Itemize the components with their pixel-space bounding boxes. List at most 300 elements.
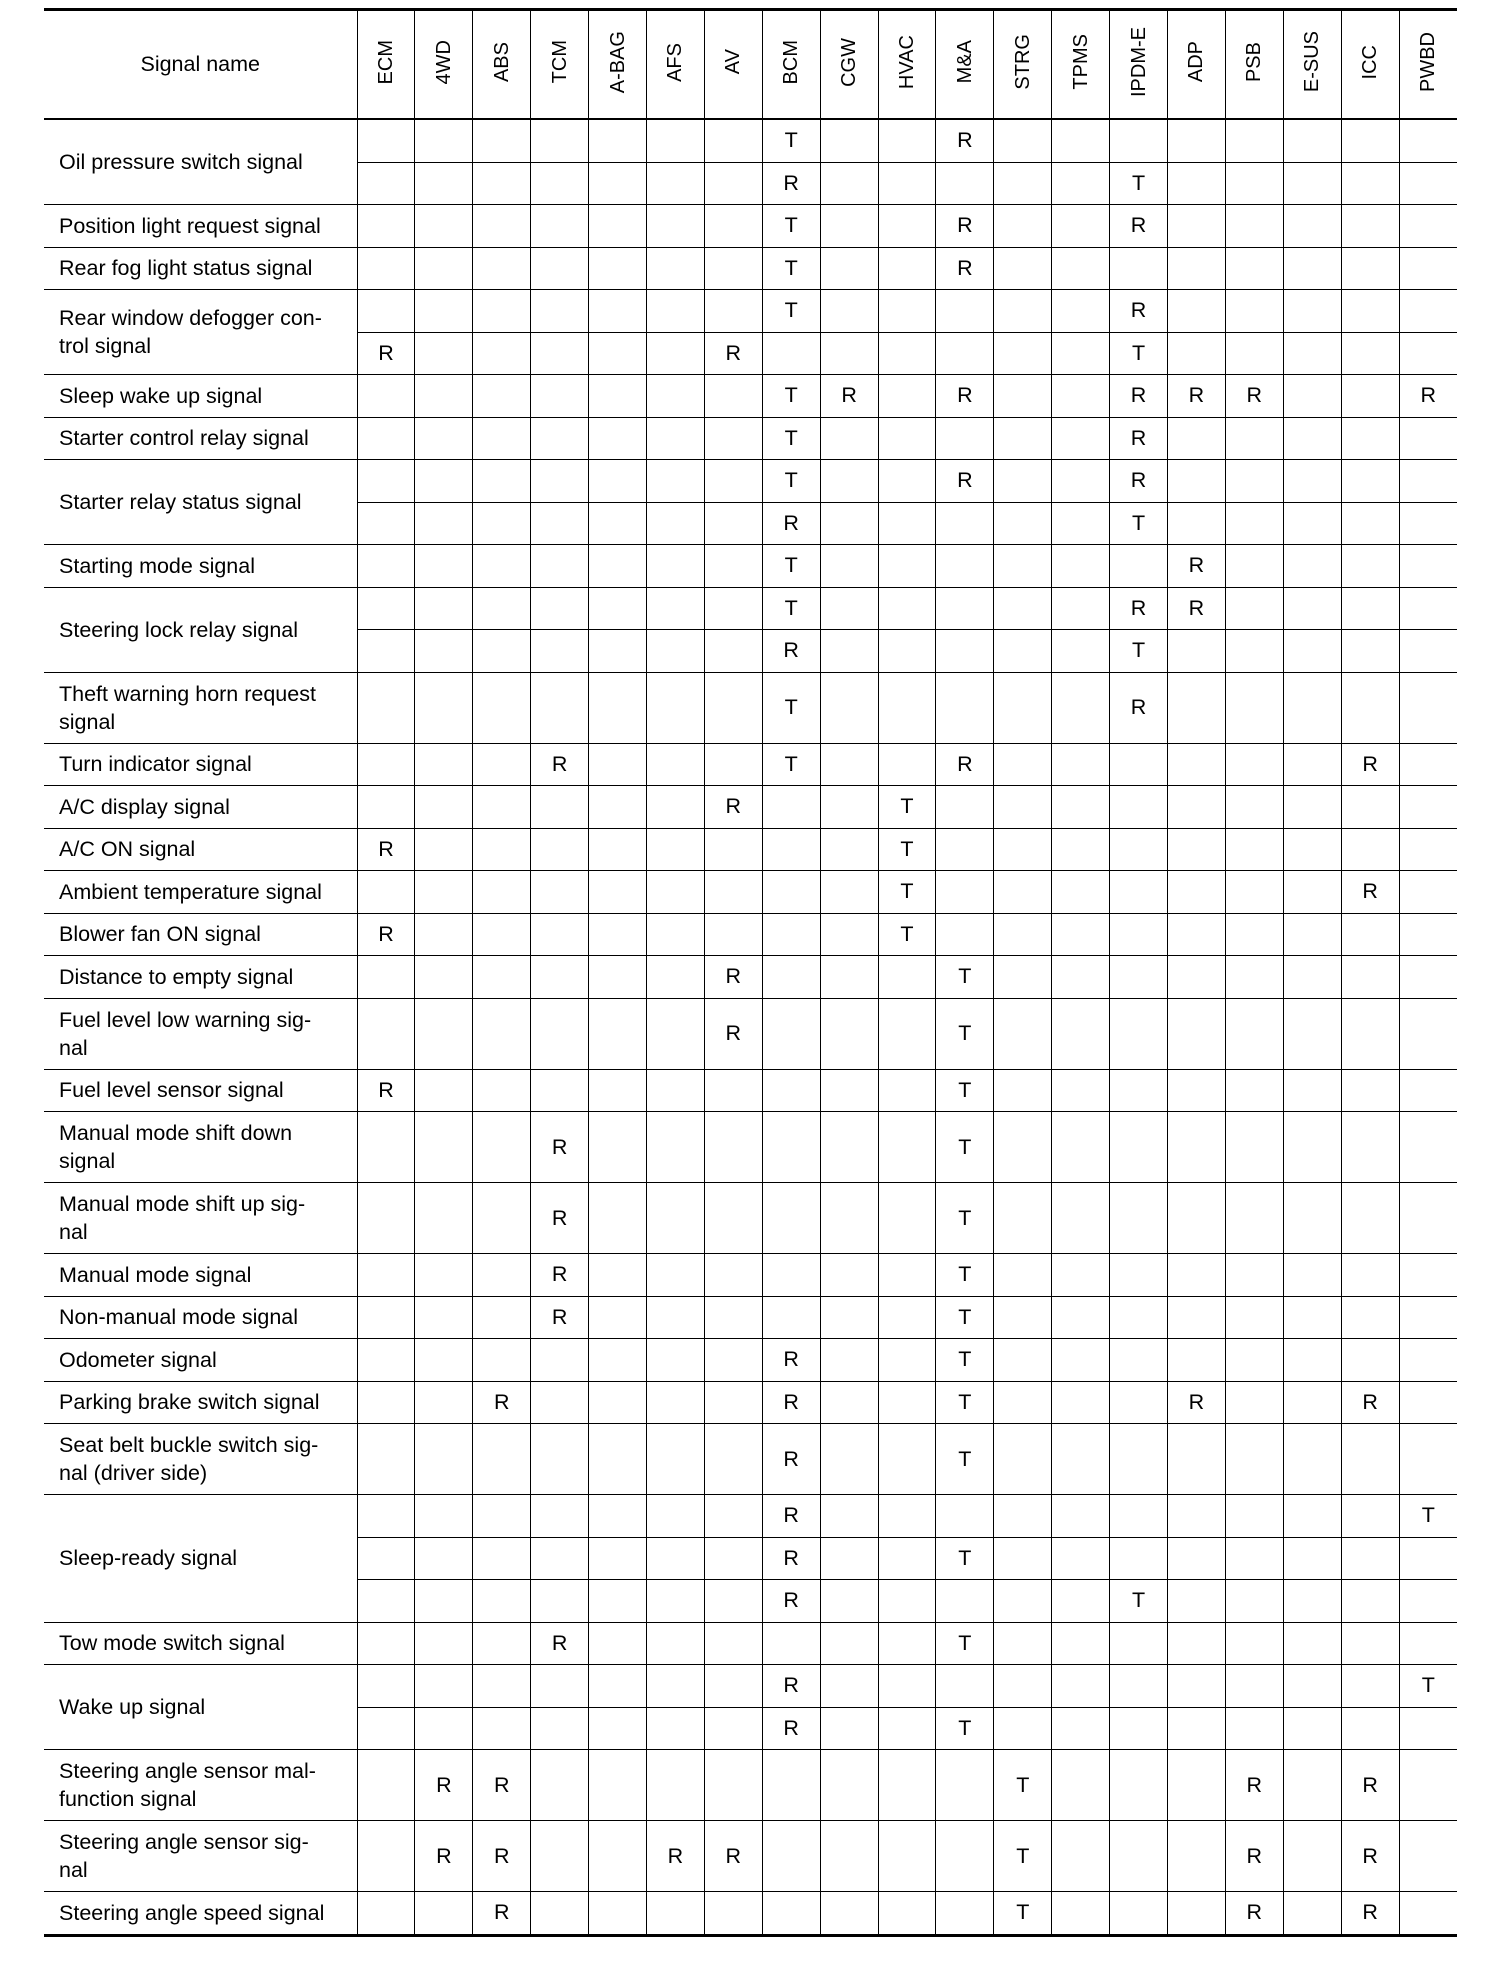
signal-value-cell: [473, 1069, 531, 1112]
signal-value-cell: T: [1110, 332, 1168, 375]
signal-value-cell: [994, 1665, 1052, 1708]
signal-value-cell: [1167, 1069, 1225, 1112]
signal-value-cell: [762, 998, 820, 1069]
signal-value-cell: [1110, 1254, 1168, 1297]
signal-value-cell: T: [994, 1821, 1052, 1892]
signal-value-cell: [1341, 1580, 1399, 1623]
signal-value-cell: [1167, 672, 1225, 743]
ecu-header-label: ADP: [1185, 41, 1208, 83]
signal-value-cell: [1052, 1665, 1110, 1708]
signal-value-cell: [1167, 1296, 1225, 1339]
signal-value-cell: [357, 545, 415, 588]
signal-value-cell: [357, 871, 415, 914]
signal-value-cell: [820, 1183, 878, 1254]
signal-value-cell: [531, 1580, 589, 1623]
signal-value-cell: [531, 290, 589, 333]
signal-value-cell: [531, 1381, 589, 1424]
ecu-header-strg: [994, 10, 1052, 120]
signal-value-cell: [1283, 1381, 1341, 1424]
signal-value-cell: [1225, 545, 1283, 588]
ecu-header-label: PWBD: [1417, 32, 1440, 92]
signal-value-cell: R: [762, 630, 820, 673]
signal-value-cell: [820, 786, 878, 829]
signal-value-cell: [531, 417, 589, 460]
signal-value-cell: [820, 1707, 878, 1750]
signal-value-cell: R: [1167, 545, 1225, 588]
signal-value-cell: R: [1110, 417, 1168, 460]
table-row: [44, 1892, 1457, 1936]
signal-value-cell: [1110, 1622, 1168, 1665]
signal-value-cell: [936, 417, 994, 460]
signal-value-cell: [1052, 205, 1110, 248]
signal-value-cell: [878, 1339, 936, 1382]
signal-value-cell: [1399, 1339, 1457, 1382]
signal-value-cell: [1341, 332, 1399, 375]
signal-value-cell: [589, 1424, 647, 1495]
signal-value-cell: [1225, 1183, 1283, 1254]
signal-value-cell: [646, 205, 704, 248]
signal-value-cell: [1283, 162, 1341, 205]
signal-value-cell: [762, 1069, 820, 1112]
signal-value-cell: [1225, 913, 1283, 956]
signal-name-cell: Ambient temperature signal: [44, 871, 357, 914]
signal-value-cell: [762, 1183, 820, 1254]
signal-value-cell: [1052, 630, 1110, 673]
ecu-header-ipdm-e: [1110, 10, 1168, 120]
signal-value-cell: [531, 1665, 589, 1708]
signal-value-cell: R: [1341, 871, 1399, 914]
signal-value-cell: [1283, 205, 1341, 248]
signal-value-cell: [357, 786, 415, 829]
signal-value-cell: [589, 1495, 647, 1538]
signal-value-cell: [1399, 1892, 1457, 1936]
signal-value-cell: [415, 1665, 473, 1708]
signal-name-cell: Seat belt buckle switch sig- nal (driver side): [44, 1424, 357, 1495]
signal-value-cell: [704, 375, 762, 418]
signal-value-cell: R: [1167, 587, 1225, 630]
signal-value-cell: [1399, 1112, 1457, 1183]
signal-value-cell: [415, 119, 473, 162]
ecu-header-a-bag: [589, 10, 647, 120]
signal-value-cell: [646, 375, 704, 418]
signal-value-cell: T: [936, 1537, 994, 1580]
signal-value-cell: [936, 1821, 994, 1892]
signal-value-cell: [531, 871, 589, 914]
signal-value-cell: [994, 545, 1052, 588]
ecu-header-bcm: [762, 10, 820, 120]
signal-value-cell: [994, 247, 1052, 290]
signal-value-cell: [1110, 1424, 1168, 1495]
signal-value-cell: [1341, 786, 1399, 829]
signal-value-cell: [1225, 1339, 1283, 1382]
signal-value-cell: R: [1225, 1821, 1283, 1892]
signal-value-cell: [820, 545, 878, 588]
table-row: [44, 786, 1457, 829]
ecu-header-tcm: [531, 10, 589, 120]
signal-value-cell: [646, 119, 704, 162]
signal-value-cell: [1110, 1339, 1168, 1382]
signal-value-cell: [589, 871, 647, 914]
signal-value-cell: R: [704, 786, 762, 829]
signal-name-cell: Distance to empty signal: [44, 956, 357, 999]
signal-value-cell: [994, 290, 1052, 333]
signal-value-cell: [589, 998, 647, 1069]
signal-value-cell: [762, 1750, 820, 1821]
signal-value-cell: [646, 162, 704, 205]
signal-value-cell: [646, 998, 704, 1069]
signal-value-cell: [646, 1750, 704, 1821]
table-row: [44, 1495, 1457, 1538]
signal-value-cell: [1341, 1339, 1399, 1382]
signal-name-cell: Steering lock relay signal: [44, 587, 357, 672]
ecu-header-av: [704, 10, 762, 120]
signal-value-cell: [531, 956, 589, 999]
signal-value-cell: [1167, 162, 1225, 205]
signal-value-cell: [589, 247, 647, 290]
signal-value-cell: [1341, 545, 1399, 588]
signal-value-cell: [994, 1537, 1052, 1580]
signal-value-cell: [415, 1424, 473, 1495]
signal-value-cell: [646, 1183, 704, 1254]
signal-value-cell: [1167, 630, 1225, 673]
signal-value-cell: [994, 162, 1052, 205]
signal-value-cell: [762, 956, 820, 999]
signal-value-cell: T: [878, 871, 936, 914]
signal-value-cell: T: [1399, 1665, 1457, 1708]
signal-value-cell: R: [646, 1821, 704, 1892]
signal-value-cell: [1225, 1424, 1283, 1495]
signal-value-cell: [357, 1892, 415, 1936]
signal-value-cell: [531, 630, 589, 673]
signal-value-cell: [646, 956, 704, 999]
signal-value-cell: R: [531, 1112, 589, 1183]
signal-value-cell: [1167, 1750, 1225, 1821]
signal-value-cell: T: [936, 1424, 994, 1495]
signal-value-cell: [1167, 1892, 1225, 1936]
signal-value-cell: [1052, 743, 1110, 786]
signal-value-cell: [415, 913, 473, 956]
signal-value-cell: [415, 1183, 473, 1254]
signal-value-cell: [1283, 1296, 1341, 1339]
signal-value-cell: [1225, 1254, 1283, 1297]
signal-value-cell: R: [762, 1537, 820, 1580]
signal-value-cell: [357, 1495, 415, 1538]
signal-value-cell: [1167, 205, 1225, 248]
signal-value-cell: [820, 1069, 878, 1112]
signal-value-cell: [1283, 1424, 1341, 1495]
signal-value-cell: [704, 871, 762, 914]
signal-value-cell: [646, 290, 704, 333]
signal-value-cell: R: [820, 375, 878, 418]
signal-value-cell: [646, 1580, 704, 1623]
signal-value-cell: [473, 1665, 531, 1708]
table-header-row: [44, 10, 1457, 120]
signal-name-cell: A/C ON signal: [44, 828, 357, 871]
signal-value-cell: [531, 913, 589, 956]
table-row: [44, 672, 1457, 743]
signal-value-cell: [1341, 672, 1399, 743]
signal-value-cell: R: [1341, 1381, 1399, 1424]
signal-value-cell: [531, 545, 589, 588]
signal-value-cell: [1341, 290, 1399, 333]
signal-value-cell: [878, 1069, 936, 1112]
signal-value-cell: [357, 162, 415, 205]
signal-value-cell: [1399, 1254, 1457, 1297]
signal-value-cell: T: [936, 1707, 994, 1750]
signal-value-cell: [473, 162, 531, 205]
signal-value-cell: T: [878, 913, 936, 956]
signal-value-cell: [820, 913, 878, 956]
table-row: [44, 460, 1457, 503]
signal-value-cell: [473, 460, 531, 503]
signal-value-cell: T: [936, 956, 994, 999]
signal-value-cell: R: [704, 998, 762, 1069]
signal-value-cell: [704, 1254, 762, 1297]
signal-value-cell: T: [762, 743, 820, 786]
signal-value-cell: [936, 1495, 994, 1538]
signal-value-cell: [357, 1339, 415, 1382]
signal-value-cell: [878, 1821, 936, 1892]
signal-name-cell: Manual mode shift up sig- nal: [44, 1183, 357, 1254]
signal-value-cell: [820, 247, 878, 290]
signal-value-cell: [1341, 1665, 1399, 1708]
signal-value-cell: [646, 743, 704, 786]
signal-value-cell: [1110, 871, 1168, 914]
signal-value-cell: [1341, 205, 1399, 248]
signal-value-cell: [1341, 1622, 1399, 1665]
table-row: [44, 1254, 1457, 1297]
signal-value-cell: [1052, 332, 1110, 375]
signal-value-cell: [1399, 1296, 1457, 1339]
signal-value-cell: [1110, 1750, 1168, 1821]
signal-value-cell: [704, 205, 762, 248]
signal-value-cell: [1341, 375, 1399, 418]
signal-value-cell: [589, 630, 647, 673]
signal-value-cell: [936, 672, 994, 743]
signal-value-cell: [704, 417, 762, 460]
signal-value-cell: [994, 332, 1052, 375]
signal-value-cell: [1283, 1580, 1341, 1623]
signal-value-cell: [357, 1665, 415, 1708]
signal-value-cell: [1283, 1707, 1341, 1750]
signal-value-cell: [1399, 1707, 1457, 1750]
table-row: [44, 1665, 1457, 1708]
signal-value-cell: [1167, 417, 1225, 460]
signal-value-cell: [473, 672, 531, 743]
signal-name-header: Signal name: [44, 10, 357, 120]
signal-value-cell: [1283, 290, 1341, 333]
signal-value-cell: [1052, 828, 1110, 871]
signal-value-cell: [415, 1537, 473, 1580]
signal-value-cell: R: [936, 375, 994, 418]
signal-name-cell: Fuel level sensor signal: [44, 1069, 357, 1112]
signal-value-cell: [704, 1183, 762, 1254]
signal-value-cell: [589, 587, 647, 630]
signal-value-cell: [357, 1750, 415, 1821]
signal-value-cell: [994, 1622, 1052, 1665]
signal-value-cell: [589, 1183, 647, 1254]
signal-value-cell: T: [936, 1339, 994, 1382]
signal-value-cell: [646, 1296, 704, 1339]
signal-value-cell: [1167, 119, 1225, 162]
signal-value-cell: [1225, 417, 1283, 460]
signal-value-cell: [589, 743, 647, 786]
signal-value-cell: R: [1225, 1892, 1283, 1936]
signal-value-cell: T: [762, 460, 820, 503]
signal-value-cell: [1052, 375, 1110, 418]
signal-value-cell: [1110, 119, 1168, 162]
signal-value-cell: [1283, 956, 1341, 999]
signal-value-cell: [1052, 1069, 1110, 1112]
signal-value-cell: [589, 1296, 647, 1339]
ecu-header-label: TCM: [548, 40, 571, 84]
signal-value-cell: [936, 290, 994, 333]
signal-value-cell: [646, 1339, 704, 1382]
signal-value-cell: [878, 417, 936, 460]
signal-value-cell: [589, 672, 647, 743]
signal-value-cell: [473, 913, 531, 956]
signal-value-cell: [1167, 1622, 1225, 1665]
signal-value-cell: [1225, 743, 1283, 786]
signal-value-cell: [473, 871, 531, 914]
signal-value-cell: R: [704, 1821, 762, 1892]
signal-value-cell: [1399, 1183, 1457, 1254]
signal-value-cell: [357, 1254, 415, 1297]
signal-value-cell: [1225, 1495, 1283, 1538]
signal-value-cell: [878, 1296, 936, 1339]
signal-value-cell: R: [1225, 1750, 1283, 1821]
signal-name-cell: Tow mode switch signal: [44, 1622, 357, 1665]
signal-value-cell: [1283, 1254, 1341, 1297]
signal-value-cell: [1167, 1254, 1225, 1297]
signal-value-cell: R: [415, 1821, 473, 1892]
signal-value-cell: T: [762, 375, 820, 418]
signal-value-cell: [1283, 460, 1341, 503]
ecu-header-label: A-BAG: [606, 30, 629, 94]
ecu-header-hvac: [878, 10, 936, 120]
signal-value-cell: T: [994, 1892, 1052, 1936]
signal-value-cell: [1052, 1424, 1110, 1495]
signal-value-cell: [589, 1069, 647, 1112]
signal-value-cell: [1167, 502, 1225, 545]
signal-value-cell: [1052, 1537, 1110, 1580]
signal-value-cell: [473, 1296, 531, 1339]
signal-value-cell: [820, 1821, 878, 1892]
signal-name-cell: Blower fan ON signal: [44, 913, 357, 956]
signal-value-cell: [646, 1537, 704, 1580]
signal-value-cell: [1225, 956, 1283, 999]
signal-value-cell: [357, 1112, 415, 1183]
signal-value-cell: [1167, 1707, 1225, 1750]
signal-value-cell: [1052, 1183, 1110, 1254]
signal-value-cell: [1283, 1069, 1341, 1112]
signal-value-cell: [1399, 1821, 1457, 1892]
signal-value-cell: [820, 1665, 878, 1708]
signal-value-cell: [1399, 956, 1457, 999]
signal-value-cell: [936, 630, 994, 673]
signal-value-cell: [1110, 247, 1168, 290]
signal-value-cell: [415, 828, 473, 871]
signal-value-cell: R: [762, 1381, 820, 1424]
table-row: [44, 828, 1457, 871]
signal-value-cell: [820, 1750, 878, 1821]
signal-value-cell: [1399, 545, 1457, 588]
signal-value-cell: [1283, 375, 1341, 418]
signal-value-cell: [1225, 205, 1283, 248]
signal-value-cell: [1110, 1707, 1168, 1750]
signal-value-cell: R: [1110, 290, 1168, 333]
table-row: [44, 1339, 1457, 1382]
signal-value-cell: R: [1110, 205, 1168, 248]
signal-value-cell: [1283, 743, 1341, 786]
signal-value-cell: [646, 247, 704, 290]
table-row: [44, 1750, 1457, 1821]
signal-value-cell: [415, 1622, 473, 1665]
signal-value-cell: [936, 1750, 994, 1821]
signal-value-cell: [762, 332, 820, 375]
signal-value-cell: [415, 502, 473, 545]
signal-value-cell: [1225, 1296, 1283, 1339]
signal-value-cell: [994, 1069, 1052, 1112]
signal-name-cell: Starter control relay signal: [44, 417, 357, 460]
signal-value-cell: [994, 956, 1052, 999]
signal-value-cell: R: [531, 1622, 589, 1665]
signal-value-cell: [1341, 119, 1399, 162]
signal-value-cell: [589, 1750, 647, 1821]
signal-value-cell: [415, 1707, 473, 1750]
signal-value-cell: [1341, 1424, 1399, 1495]
signal-value-cell: [415, 1254, 473, 1297]
signal-value-cell: [1341, 1112, 1399, 1183]
signal-value-cell: [473, 956, 531, 999]
ecu-header-abs: [473, 10, 531, 120]
signal-value-cell: [1283, 1892, 1341, 1936]
signal-value-cell: [1399, 1537, 1457, 1580]
signal-value-cell: [1283, 998, 1341, 1069]
signal-value-cell: [531, 162, 589, 205]
signal-value-cell: [994, 1580, 1052, 1623]
ecu-header-ecm: [357, 10, 415, 120]
signal-value-cell: [994, 587, 1052, 630]
signal-value-cell: [1110, 1537, 1168, 1580]
signal-value-cell: [646, 1665, 704, 1708]
signal-value-cell: [1283, 1537, 1341, 1580]
signal-value-cell: [415, 672, 473, 743]
signal-value-cell: R: [762, 1665, 820, 1708]
signal-name-cell: Starter relay status signal: [44, 460, 357, 545]
ecu-header-adp: [1167, 10, 1225, 120]
signal-value-cell: R: [704, 956, 762, 999]
signal-value-cell: [646, 417, 704, 460]
signal-value-cell: [646, 871, 704, 914]
signal-value-cell: [1399, 743, 1457, 786]
signal-value-cell: [531, 998, 589, 1069]
signal-value-cell: [936, 1580, 994, 1623]
signal-value-cell: [589, 1622, 647, 1665]
signal-value-cell: [357, 205, 415, 248]
signal-value-cell: [1052, 119, 1110, 162]
signal-value-cell: R: [936, 247, 994, 290]
signal-value-cell: [531, 786, 589, 829]
signal-value-cell: [994, 1254, 1052, 1297]
signal-name-cell: Sleep wake up signal: [44, 375, 357, 418]
signal-value-cell: [1167, 743, 1225, 786]
signal-value-cell: [878, 1183, 936, 1254]
ecu-header-afs: [646, 10, 704, 120]
signal-value-cell: [1283, 417, 1341, 460]
table-row: [44, 1183, 1457, 1254]
signal-value-cell: [1167, 828, 1225, 871]
